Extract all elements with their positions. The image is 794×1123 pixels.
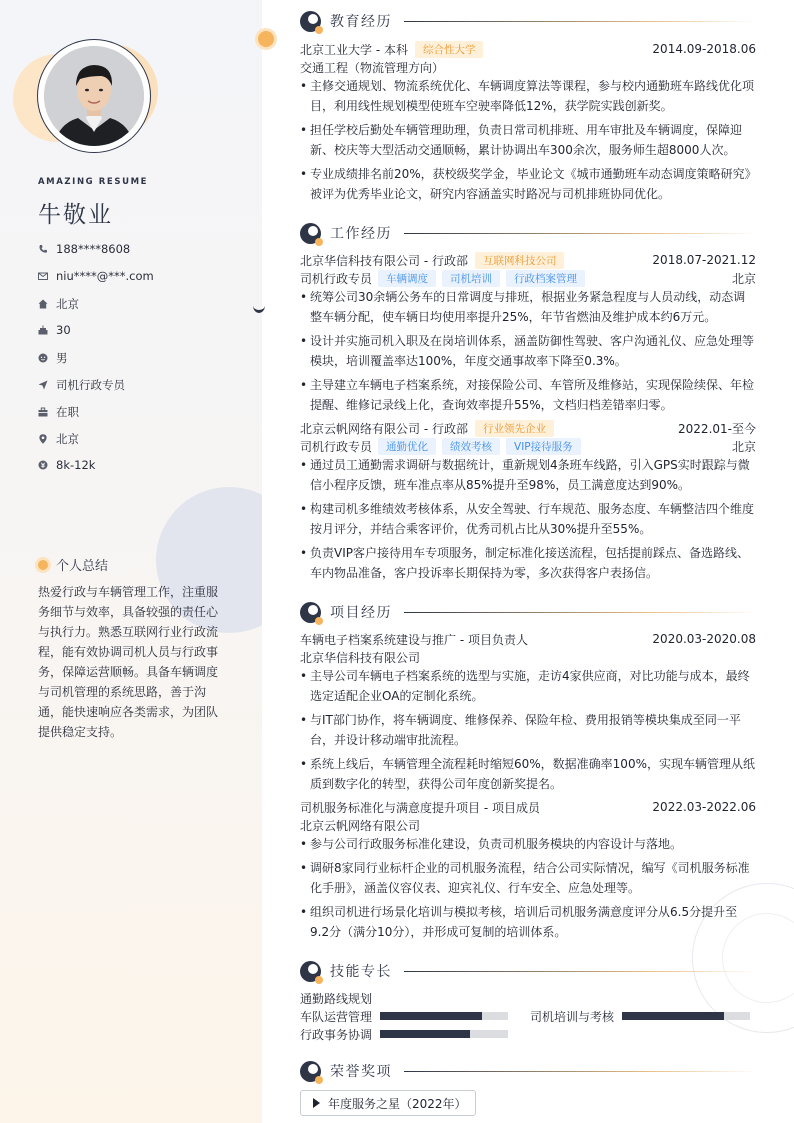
skill-bar-fill xyxy=(622,1012,724,1020)
job-date: 2018.07-2021.12 xyxy=(652,253,756,267)
list-item: • 主导公司车辆电子档案系统的选型与实施，走访4家供应商，对比功能与成本，最终选定适配企业OA的定制化系统。 xyxy=(300,666,756,706)
project-company-row xyxy=(300,816,756,834)
awards-section-header xyxy=(300,1060,756,1082)
divider xyxy=(404,971,756,972)
gender-icon xyxy=(38,353,48,363)
email-text: niu****@***.com xyxy=(56,269,154,283)
work-section-header xyxy=(300,222,756,244)
list-item: • 专业成绩排名前20%，获校级奖学金，毕业论文《城市通勤班车动态调度策略研究》被评为优秀毕业论文，研究内容涵盖实时路况与司机排班协同优化。 xyxy=(300,164,756,204)
section-title: 技能专长 xyxy=(330,964,392,980)
summary-text: 热爱行政与车辆管理工作，注重服务细节与效率，具备较强的责任心与执行力。熟悉互联网行业行政流程，能有效协调司机人员与行政事务，保障运营顺畅。具备车辆调度与司机管理的系统思路，善于沟通，能快速响应各类需求，为团队提供稳定支持。 xyxy=(38,585,219,739)
list-item: • 通过员工通勤需求调研与数据统计，重新规划4条班车线路，引入GPS实时跟踪与微信小程序反馈，班车准点率从85%提升至98%，员工满意度达到90%。 xyxy=(300,455,756,495)
skills-section-header xyxy=(300,960,756,982)
position-row xyxy=(38,377,248,393)
list-item: • 与IT部门协作，将车辆调度、维修保养、保险年检、费用报销等模块集成至同一平台，并设计移动端审批流程。 xyxy=(300,710,756,750)
email-row xyxy=(38,269,248,283)
section-icon xyxy=(300,1061,321,1082)
skill-bar xyxy=(380,1030,508,1038)
education-row xyxy=(300,40,756,58)
skill-bar-fill xyxy=(380,1030,470,1038)
major-row xyxy=(300,58,756,76)
target-city-text: 北京 xyxy=(56,432,79,446)
salary-text: 8k-12k xyxy=(56,458,96,472)
project-company-row xyxy=(300,648,756,666)
job-header-row xyxy=(300,419,756,437)
project-company: 北京云帆网络有限公司 xyxy=(300,818,421,833)
dot-icon xyxy=(38,560,48,570)
project-date: 2022.03-2022.06 xyxy=(652,800,756,814)
left-sidebar xyxy=(0,0,262,1123)
skill-tag: 车辆调度 xyxy=(378,270,436,287)
mail-icon xyxy=(38,271,48,281)
school-name: 北京工业大学 - 本科 xyxy=(300,42,408,57)
skill-tag: 绩效考核 xyxy=(442,438,500,455)
age-text: 30 xyxy=(56,323,71,337)
projects-section-header xyxy=(300,601,756,623)
list-item: • 担任学校后勤处车辆管理助理，负责日常司机排班、用车审批及车辆调度，保障迎新、校庆等大型活动交通顺畅，累计协调出车300余次，服务师生超8000人次。 xyxy=(300,120,756,160)
gender-text: 男 xyxy=(56,351,68,365)
status-row xyxy=(38,404,248,420)
project-header-row xyxy=(300,798,756,816)
skill-name: 司机培训与考核 xyxy=(530,1009,615,1024)
job-date: 2022.01-至今 xyxy=(678,421,756,436)
company-tag: 行业领先企业 xyxy=(475,420,554,437)
education-section-header xyxy=(300,10,756,32)
status-text: 在职 xyxy=(56,405,79,419)
company-name: 北京云帆网络有限公司 - 行政部 xyxy=(300,421,468,436)
divider xyxy=(404,612,756,613)
section-title: 教育经历 xyxy=(330,14,392,30)
send-icon xyxy=(38,380,48,390)
section-icon xyxy=(300,11,321,32)
project-date: 2020.03-2020.08 xyxy=(652,632,756,646)
education-date: 2014.09-2018.06 xyxy=(652,42,756,56)
project-company: 北京华信科技有限公司 xyxy=(300,650,421,665)
job-city: 北京 xyxy=(731,271,756,286)
section-title: 荣誉奖项 xyxy=(330,1064,392,1080)
list-item: • 主导建立车辆电子档案系统，对接保险公司、车管所及维修站，实现保险续保、年检提醒、维修记录线上化，查询效率提升55%，文档归档差错率归零。 xyxy=(300,375,756,415)
location-pin-icon xyxy=(38,434,48,444)
summary-title: 个人总结 xyxy=(56,559,109,574)
decorative-dot xyxy=(258,31,274,47)
list-item: • 设计并实施司机入职及在岗培训体系，涵盖防御性驾驶、客户沟通礼仪、应急处理等模块，培训覆盖率达100%，年度交通事故率下降至0.3%。 xyxy=(300,331,756,371)
skill-tag: 行政档案管理 xyxy=(506,270,585,287)
list-item: • 调研8家同行业标杆企业的司机服务流程，结合公司实际情况，编写《司机服务标准化手册》，涵盖仪容仪表、迎宾礼仪、行车安全、应急处理等。 xyxy=(300,858,756,898)
age-row xyxy=(38,323,248,337)
money-icon xyxy=(38,460,48,470)
section-icon xyxy=(300,961,321,982)
briefcase-icon xyxy=(38,407,48,417)
resume-tagline: AMAZING RESUME xyxy=(38,177,149,187)
phone-text: 188****8608 xyxy=(56,242,131,256)
job-city: 北京 xyxy=(731,439,756,454)
decorative-arc xyxy=(253,298,265,313)
list-item: • 系统上线后，车辆管理全流程耗时缩短60%，数据准确率100%，实现车辆管理从纸质到数字化的转型，获得公司年度创新奖提名。 xyxy=(300,754,756,794)
skill-tag: 通勤优化 xyxy=(378,438,436,455)
home-icon xyxy=(38,299,48,309)
skill-tag: 司机培训 xyxy=(442,270,500,287)
position-text: 司机行政专员 xyxy=(56,378,125,392)
project-header-row xyxy=(300,630,756,648)
cake-icon xyxy=(38,325,48,335)
skill-name: 车队运营管理 xyxy=(300,1009,373,1024)
school-tag: 综合性大学 xyxy=(415,41,484,58)
section-title: 工作经历 xyxy=(330,226,392,242)
job-role: 司机行政专员 xyxy=(300,271,373,286)
section-icon xyxy=(300,223,321,244)
candidate-name: 牛敬业 xyxy=(38,202,113,228)
section-title: 项目经历 xyxy=(330,605,392,621)
phone-icon xyxy=(38,244,48,254)
list-item: • 主修交通规划、物流系统优化、车辆调度算法等课程，参与校内通勤班车路线优化项目，利用线性规划模型使班车空驶率降低12%，获学院实践创新奖。 xyxy=(300,76,756,116)
job-header-row xyxy=(300,251,756,269)
project-name: 司机服务标准化与满意度提升项目 - 项目成员 xyxy=(300,800,540,815)
divider xyxy=(404,1071,756,1072)
section-icon xyxy=(300,602,321,623)
company-tag: 互联网科技公司 xyxy=(475,252,565,269)
job-role-row xyxy=(300,269,756,287)
list-item: • 参与公司行政服务标准化建设，负责司机服务模块的内容设计与落地。 xyxy=(300,834,756,854)
skill-tag: VIP接待服务 xyxy=(506,438,581,455)
avatar-frame xyxy=(37,39,151,153)
company-name: 北京华信科技有限公司 - 行政部 xyxy=(300,253,468,268)
project-name: 车辆电子档案系统建设与推广 - 项目负责人 xyxy=(300,632,528,647)
list-item: • 统筹公司30余辆公务车的日常调度与排班，根据业务紧急程度与人员动线，动态调整车辆分配，使车辆日均使用率提升25%，年节省燃油及维护成本约6万元。 xyxy=(300,287,756,327)
list-item: • 组织司机进行场景化培训与模拟考核，培训后司机服务满意度评分从6.5分提升至9.2分（满分10分），并形成可复制的培训体系。 xyxy=(300,902,756,942)
skill-bar xyxy=(622,1012,750,1020)
divider xyxy=(404,21,756,22)
award-label: 年度服务之星（2022年） xyxy=(328,1096,467,1111)
list-item: • 构建司机多维绩效考核体系，从安全驾驶、行车规范、服务态度、车辆整洁四个维度按月评分，并结合乘客评价，优秀司机占比从30%提升至55%。 xyxy=(300,499,756,539)
major: 交通工程（物流管理方向） xyxy=(300,60,445,75)
gender-row xyxy=(38,350,248,366)
skill-name: 行政事务协调 xyxy=(300,1027,373,1042)
skill-bar xyxy=(380,1012,508,1020)
skill-heading: 通勤路线规划 xyxy=(300,991,373,1006)
summary-heading xyxy=(38,555,108,574)
location-text: 北京 xyxy=(56,297,79,311)
salary-row xyxy=(38,458,248,472)
phone-row xyxy=(38,242,248,256)
target-city-row xyxy=(38,431,248,447)
skill-bar-fill xyxy=(380,1012,482,1020)
play-triangle-icon xyxy=(313,1098,320,1108)
divider xyxy=(404,233,756,234)
job-role-row xyxy=(300,437,756,455)
award-item xyxy=(300,1090,476,1116)
job-role: 司机行政专员 xyxy=(300,439,373,454)
location-row xyxy=(38,296,248,312)
list-item: • 负责VIP客户接待用车专项服务，制定标准化接送流程，包括提前踩点、备选路线、车内物品准备，客户投诉率长期保持为零，多次获得客户表扬信。 xyxy=(300,543,756,583)
avatar xyxy=(44,46,144,146)
